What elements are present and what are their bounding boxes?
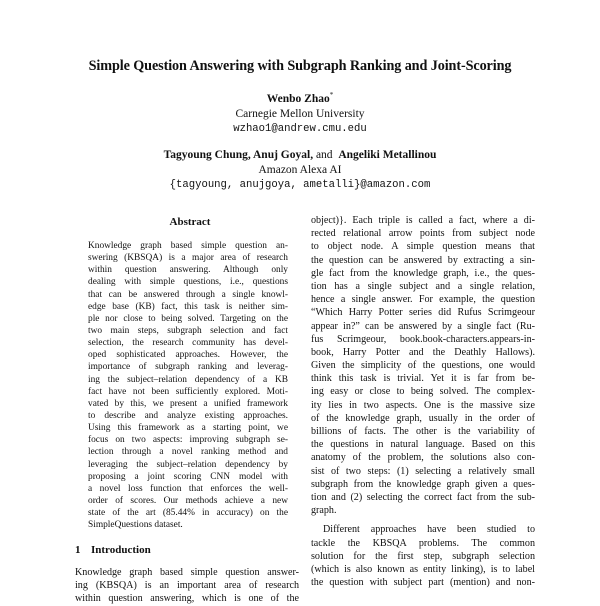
right-column-body bbox=[311, 214, 535, 589]
body-line: gle fact from the knowledge graph, i.e., the ques- bbox=[311, 267, 535, 279]
author-block-2 bbox=[0, 148, 600, 193]
introduction-line: within question answering, which is one of the bbox=[75, 593, 299, 605]
body-line: tion and (2) selecting the correct fact from the sub- bbox=[311, 491, 535, 503]
abstract-line: selection, the research community has devel- bbox=[88, 338, 288, 349]
abstract-line: fact have not been sufficiently explored. Moti- bbox=[88, 386, 288, 397]
body-line: rected relational arrow points from subject node bbox=[311, 228, 535, 240]
body-line: fus Scrimgeour, book.book-characters.appears-in- bbox=[311, 333, 535, 345]
author-block-1 bbox=[0, 88, 600, 137]
abstract-line: vated by this, we present a unified framework bbox=[88, 398, 288, 409]
abstract-line: SimpleQuestions dataset. bbox=[88, 520, 183, 531]
body-line: appear in?” can be answered by a single fact (Ru- bbox=[311, 320, 535, 332]
abstract-line: oped sophisticated approaches. However, the bbox=[88, 350, 288, 361]
author-names: Tagyoung Chung, Anuj Goyal, bbox=[163, 149, 314, 161]
abstract-line: state of the art (85.44% in accuracy) on the bbox=[88, 508, 288, 519]
author-name-last: Angeliki Metallinou bbox=[338, 149, 437, 161]
body-line: object)}. Each triple is called a fact, where a di- bbox=[311, 215, 535, 226]
body-line: ing easy or close to being solved. The complex- bbox=[311, 386, 535, 398]
author-emails: {tagyoung, anujgoya, ametalli}@amazon.com bbox=[169, 179, 431, 191]
section-number: 1 bbox=[75, 544, 81, 556]
abstract-line: within question answering. Although only bbox=[88, 265, 288, 276]
abstract-line: a novel loss function that enforces the well- bbox=[88, 483, 288, 494]
author-name: Wenbo Zhao bbox=[266, 92, 330, 105]
body-line: ity lies in two aspects. One is the massive size bbox=[311, 399, 535, 411]
body-line: anatomy of the problem, the solutions also con- bbox=[311, 452, 535, 464]
body-line: sist of two steps: (1) selecting a relatively small bbox=[311, 465, 535, 477]
abstract-line: ing the subject–relation dependency of a KB bbox=[88, 374, 288, 385]
abstract-line: edge base (KB) fact, this task is neither sim- bbox=[88, 301, 288, 312]
abstract-line: that can be answered through a single knowl- bbox=[88, 289, 288, 300]
abstract-line: proposing a joint scoring CNN model with bbox=[88, 471, 288, 482]
body-line: book, Harry Potter and the Deathly Hallows). bbox=[311, 346, 535, 358]
body-line: the question with subject part (mention) and non- bbox=[311, 577, 535, 589]
section-title: Introduction bbox=[91, 544, 151, 556]
author-affiliation: Carnegie Mellon University bbox=[235, 107, 365, 120]
body-line: solution for the first step, subgraph selection bbox=[311, 550, 535, 562]
author-affiliation-2: Amazon Alexa AI bbox=[258, 164, 342, 176]
abstract-line: two main steps, subgraph selection and fact bbox=[88, 325, 288, 336]
abstract-line: order of scores. Our methods achieve a new bbox=[88, 495, 288, 506]
body-line: Different approaches have been studied to bbox=[323, 524, 535, 536]
introduction-line: Knowledge graph based simple question answer- bbox=[75, 567, 299, 578]
abstract-line: swering (KBSQA) is a major area of research bbox=[88, 253, 288, 264]
and-word: and bbox=[315, 149, 333, 161]
abstract-line: to describe and analyze existing approaches. bbox=[88, 410, 288, 421]
body-line: tion has a single subject and a single relation, bbox=[311, 280, 535, 292]
abstract-line: focus on two aspects: improving subgraph se- bbox=[88, 435, 288, 446]
paper-title: Simple Question Answering with Subgraph Ranking and Joint-Scoring bbox=[88, 58, 512, 74]
body-line: graph. bbox=[311, 505, 337, 517]
body-line: Given the simplicity of the questions, one would bbox=[311, 360, 535, 372]
body-line: “Which Harry Potter series did Rufus Scrimgeour bbox=[311, 307, 535, 319]
body-line: hence a single answer. For example, the question bbox=[311, 294, 535, 306]
introduction-line: ing (KBSQA) is an important area of research bbox=[75, 580, 299, 592]
body-line: the questions in natural language. Based on this bbox=[311, 439, 535, 451]
abstract-line: dealing with simple questions, i.e., questions bbox=[88, 277, 288, 288]
body-line: of the knowledge graph, usually in the order of bbox=[311, 412, 535, 424]
abstract-line: Knowledge graph based simple question an- bbox=[88, 241, 288, 251]
body-line: the question can be answered by extracting a sin- bbox=[311, 254, 535, 266]
author-footnote-mark: * bbox=[329, 91, 334, 99]
abstract-line: Using this framework as a starting point, we bbox=[88, 423, 288, 434]
body-line: billions of facts. The other is the variability of bbox=[311, 426, 535, 437]
abstract-heading: Abstract bbox=[169, 216, 211, 228]
section-heading-introduction bbox=[75, 544, 151, 556]
body-line: (which is also known as entity linking), is to label bbox=[311, 563, 535, 575]
abstract-line: leveraging the subject–relation dependency by bbox=[88, 459, 288, 470]
abstract-body bbox=[88, 240, 288, 531]
body-line: tackle the KBSQA problems. The common bbox=[311, 537, 535, 549]
body-line: subgraph from the knowledge graph given a ques- bbox=[311, 478, 535, 490]
abstract-line: importance of subgraph ranking and leverag- bbox=[88, 362, 288, 373]
body-line: think this task is trivial. Yet it is far from be- bbox=[311, 373, 535, 385]
abstract-line: lection through a novel ranking method and bbox=[88, 447, 288, 458]
body-line: to object node. A simple question means that bbox=[311, 241, 535, 253]
abstract-line: ple nor close to being solved. Targeting on the bbox=[88, 313, 288, 324]
author-email: wzhao1@andrew.cmu.edu bbox=[233, 122, 367, 135]
